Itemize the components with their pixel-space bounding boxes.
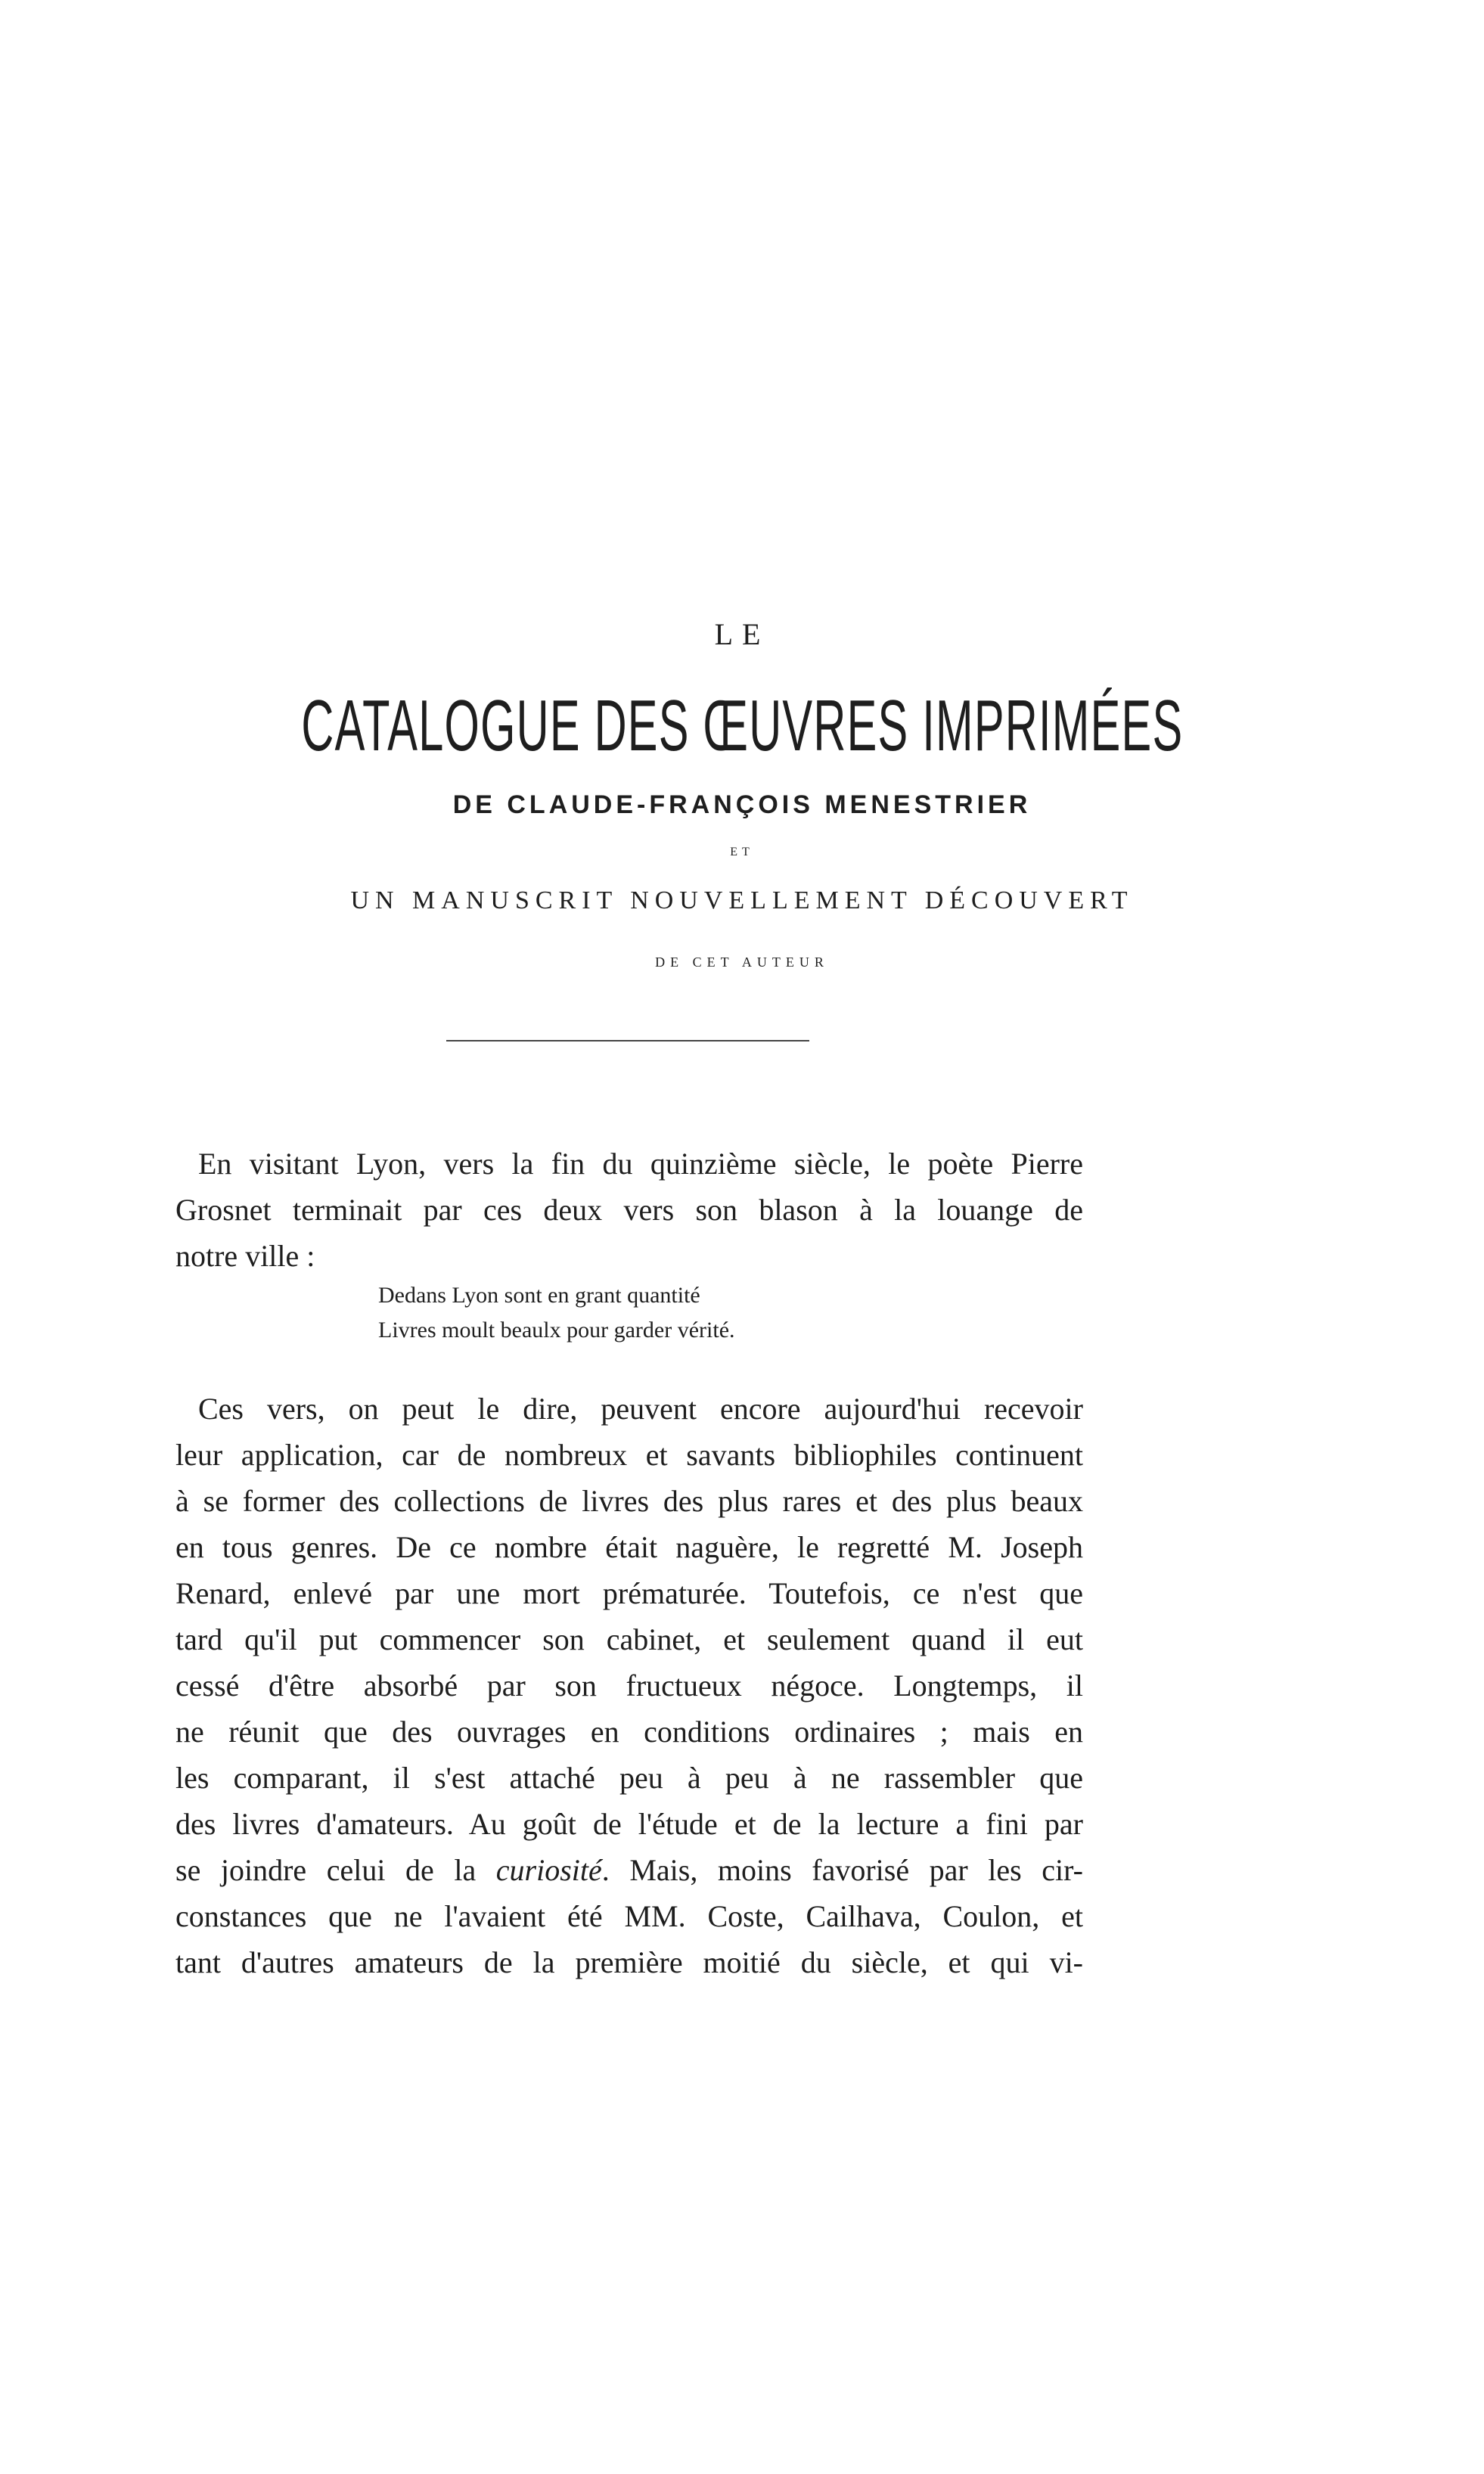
text-line: Grosnet terminait par ces deux vers son blason à la louange de bbox=[175, 1193, 1083, 1227]
text-line: les comparant, il s'est attaché peu à peu à ne rassembler que bbox=[175, 1761, 1083, 1795]
text-line: constances que ne l'avaient été MM. Coste, Cailhava, Coulon, et bbox=[175, 1899, 1083, 1933]
verse-line: Livres moult beaulx pour garder vérité. bbox=[378, 1318, 735, 1343]
text-line: Ces vers, on peut le dire, peuvent encore aujourd'hui recevoir bbox=[198, 1392, 1083, 1426]
text-line: tard qu'il put commencer son cabinet, et seulement quand il eut bbox=[175, 1622, 1083, 1656]
text-line: tant d'autres amateurs de la première moitié du siècle, et qui vi- bbox=[175, 1945, 1083, 1979]
italic-word: curiosité bbox=[495, 1853, 602, 1887]
text-line: notre ville : bbox=[175, 1239, 315, 1273]
text-line: des livres d'amateurs. Au goût de l'étude et de la lecture a fini par bbox=[175, 1807, 1083, 1841]
title-article: LE bbox=[714, 617, 770, 651]
text-line: en tous genres. De ce nombre était naguère, le regretté M. Joseph bbox=[175, 1530, 1083, 1564]
subtitle: DE CLAUDE-FRANÇOIS MENESTRIER bbox=[452, 790, 1032, 819]
text-line: cessé d'être absorbé par son fructueux négoce. Longtemps, il bbox=[175, 1668, 1083, 1703]
main-title bbox=[0, 684, 1484, 768]
title-conjunction: ET bbox=[730, 846, 754, 858]
paragraph-1 bbox=[175, 1141, 1083, 1279]
verse-quote bbox=[378, 1278, 735, 1348]
secondary-title: UN MANUSCRIT NOUVELLEMENT DÉCOUVERT bbox=[350, 886, 1134, 914]
text-fragment: . Mais, moins favorisé par les cir- bbox=[601, 1853, 1083, 1887]
text-line: ne réunit que des ouvrages en conditions ordinaires ; mais en bbox=[175, 1715, 1083, 1749]
text-line-with-italic bbox=[175, 1847, 1083, 1893]
text-line: à se former des collections de livres des plus rares et des plus beaux bbox=[175, 1484, 1083, 1518]
text-line: En visitant Lyon, vers la fin du quinzième siècle, le poète Pierre bbox=[198, 1147, 1083, 1181]
text-line: Renard, enlevé par une mort prématurée. Toutefois, ce n'est que bbox=[175, 1576, 1083, 1610]
text-fragment: se joindre celui de la bbox=[175, 1853, 477, 1887]
main-title-text: CATALOGUE DES ŒUVRES IMPRIMÉES bbox=[300, 685, 1184, 766]
secondary-subtitle: DE CET AUTEUR bbox=[655, 955, 829, 970]
paragraph-2 bbox=[175, 1386, 1083, 1985]
verse-line: Dedans Lyon sont en grant quantité bbox=[378, 1283, 700, 1308]
title-divider bbox=[446, 1040, 809, 1041]
text-line: leur application, car de nombreux et savants bibliophiles continuent bbox=[175, 1438, 1083, 1472]
